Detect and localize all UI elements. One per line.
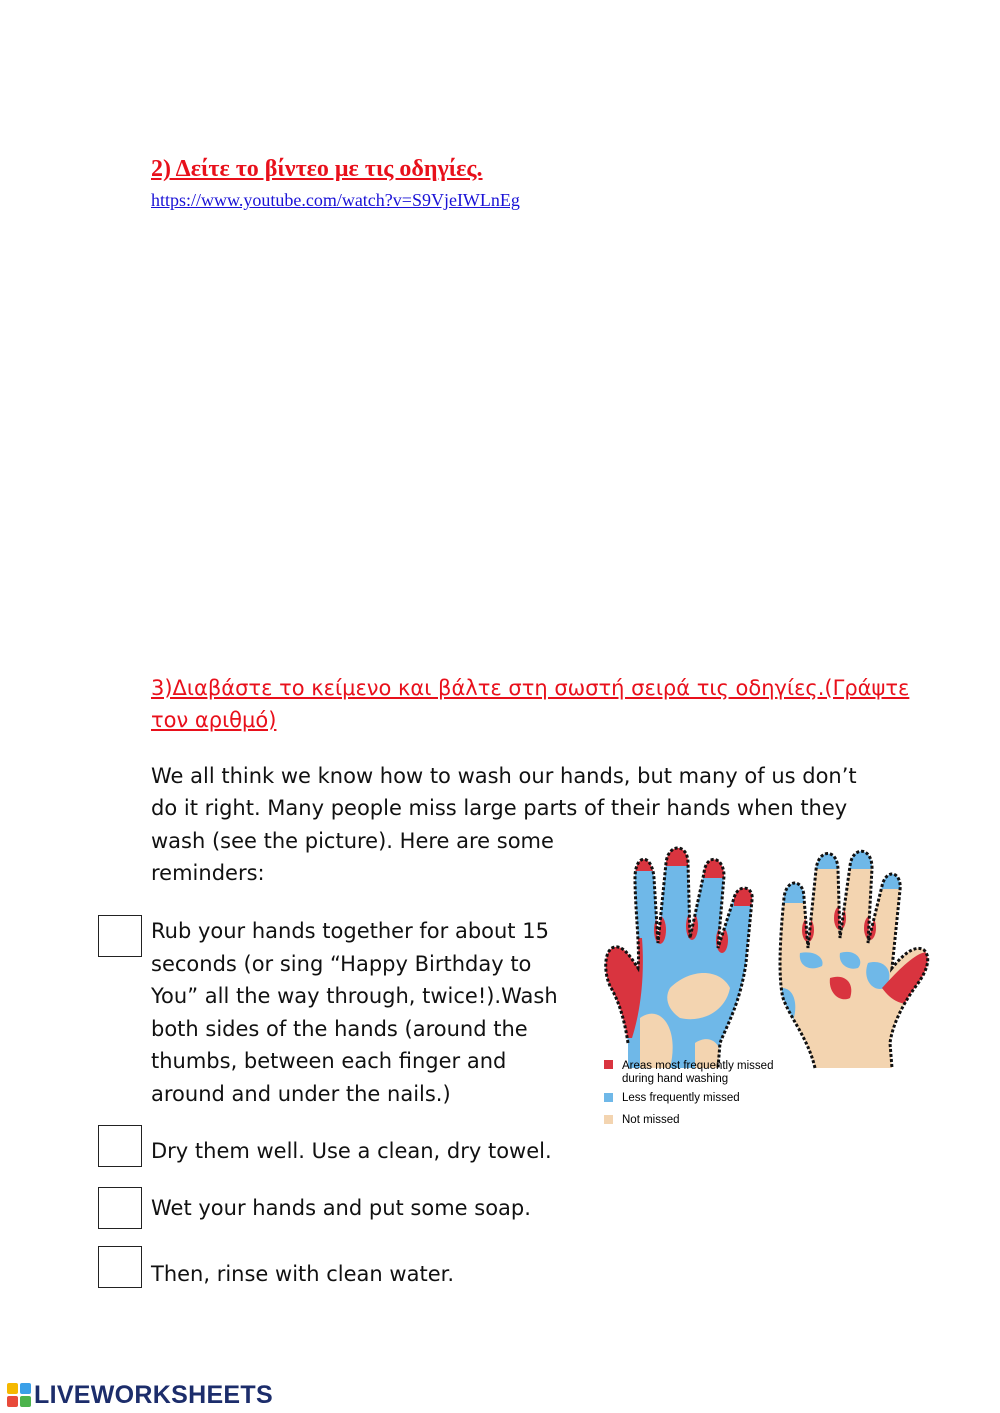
hand-washing-illustration [600,838,930,1138]
intro-text-line: We all think we know how to wash our hands, but many of us don’t [151,764,857,788]
step-3-text: Wet your hands and put some soap. [151,1196,531,1220]
legend-swatch-not-missed [604,1115,613,1124]
step-1-text-line: Rub your hands together for about 15 [151,919,549,943]
step-1-answer-box[interactable] [98,915,142,957]
brand-name: LIVEWORKSHEETS [34,1380,273,1409]
step-2-text: Dry them well. Use a clean, dry towel. [151,1139,552,1163]
step-3-answer-box[interactable] [98,1187,142,1229]
legend-swatch-less-missed [604,1093,613,1102]
step-1-text-line: both sides of the hands (around the [151,1017,528,1041]
section-2-heading: 2) Δείτε το βίντεο με τις οδηγίες. [151,156,483,182]
step-4-answer-box[interactable] [98,1246,142,1288]
youtube-video-link[interactable]: https://www.youtube.com/watch?v=S9VjeIWLnEg [151,190,520,210]
legend-label-most-missed: Areas most frequently missed [622,1060,774,1072]
step-1-text-line: thumbs, between each finger and [151,1049,507,1073]
legend-label-most-missed-line-2: during hand washing [622,1073,729,1085]
intro-text-line: reminders: [151,861,265,885]
step-1-text-line: seconds (or sing “Happy Birthday to [151,952,532,976]
intro-text-line: wash (see the picture). Here are some [151,829,554,853]
intro-text-line: do it right. Many people miss large parts of their hands when they [151,796,848,820]
legend-swatch-most-missed [604,1060,613,1069]
liveworksheets-logo [6,1380,273,1410]
section-3-heading: 3)Διαβάστε το κείμενο και βάλτε στη σωστή σειρά τις οδηγίες.(Γράψτε τον αριθμό) [151,676,910,732]
legend-label-not-missed: Not missed [622,1114,680,1126]
step-1-text-line: around and under the nails.) [151,1082,451,1106]
legend-label-less-missed: Less frequently missed [622,1092,740,1104]
step-1-text-line: You” all the way through, twice!).Wash [151,984,558,1008]
step-4-text: Then, rinse with clean water. [151,1262,454,1286]
step-2-answer-box[interactable] [98,1125,142,1167]
liveworksheets-logo-icon [6,1382,32,1408]
